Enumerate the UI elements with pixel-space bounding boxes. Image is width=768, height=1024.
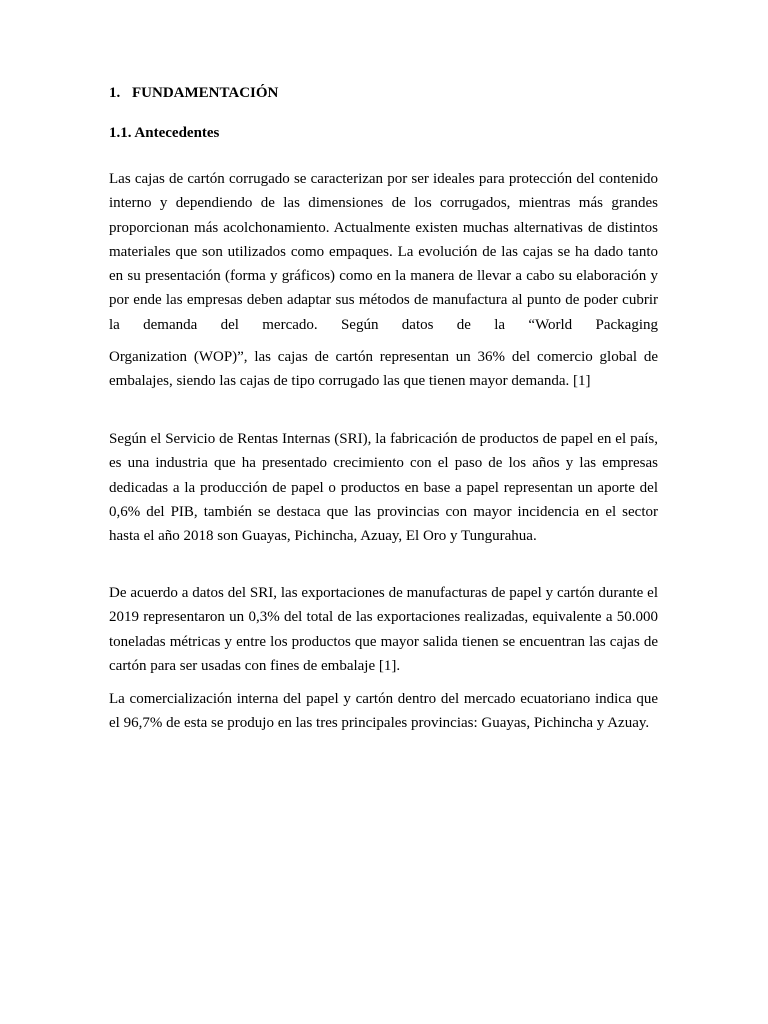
paragraph-sri-industry: Según el Servicio de Rentas Internas (SRI), la fabricación de productos de papel en el país, es una industria que ha presentado crecimiento con el paso de los años y las empresas dedicadas a la producción de papel o productos en base a papel representan un aporte del 0,6% del PIB, también se destaca que las provincias con mayor incidencia en el sector hasta el año 2018 son Guayas, Pichincha, Azuay, El Oro y Tungurahua. [109, 431, 658, 545]
paragraph-internal-market: La comercialización interna del papel y cartón dentro del mercado ecuatoriano indica que el 96,7% de esta se produjo en las tres principales provincias: Guayas, Pichincha y Azuay. [109, 691, 658, 732]
section-title: FUNDAMENTACIÓN [132, 85, 279, 101]
section-heading [109, 85, 278, 102]
section-number: 1. [109, 85, 121, 101]
subsection-heading: 1.1. Antecedentes [109, 125, 220, 141]
paragraph-wop: Organization (WOP)”, las cajas de cartón representan un 36% del comercio global de embalajes, siendo las cajas de tipo corrugado las que tienen mayor demanda. [1] [109, 349, 658, 390]
paragraph-intro: Las cajas de cartón corrugado se caracterizan por ser ideales para protección del contenido interno y dependiendo de las dimensiones de los corrugados, mientras más grandes proporcionan más acolchonamiento. Actualmente existen muchas alternativas de distintos materiales que son utilizados como empaques. La evolución de las cajas se ha dado tanto en su presentación (forma y gráficos) como en la manera de llevar a cabo su elaboración y por ende las empresas deben adaptar sus métodos de manufactura al punto de poder cubrir la demanda del mercado. Según datos de la “World Packaging [109, 171, 658, 333]
paragraph-exports: De acuerdo a datos del SRI, las exportaciones de manufacturas de papel y cartón durante el 2019 representaron un 0,3% del total de las exportaciones realizadas, equivalente a 50.000 toneladas métricas y entre los productos que mayor salida tienen se encuentran las cajas de cartón para ser usadas con fines de embalaje [1]. [109, 585, 658, 674]
